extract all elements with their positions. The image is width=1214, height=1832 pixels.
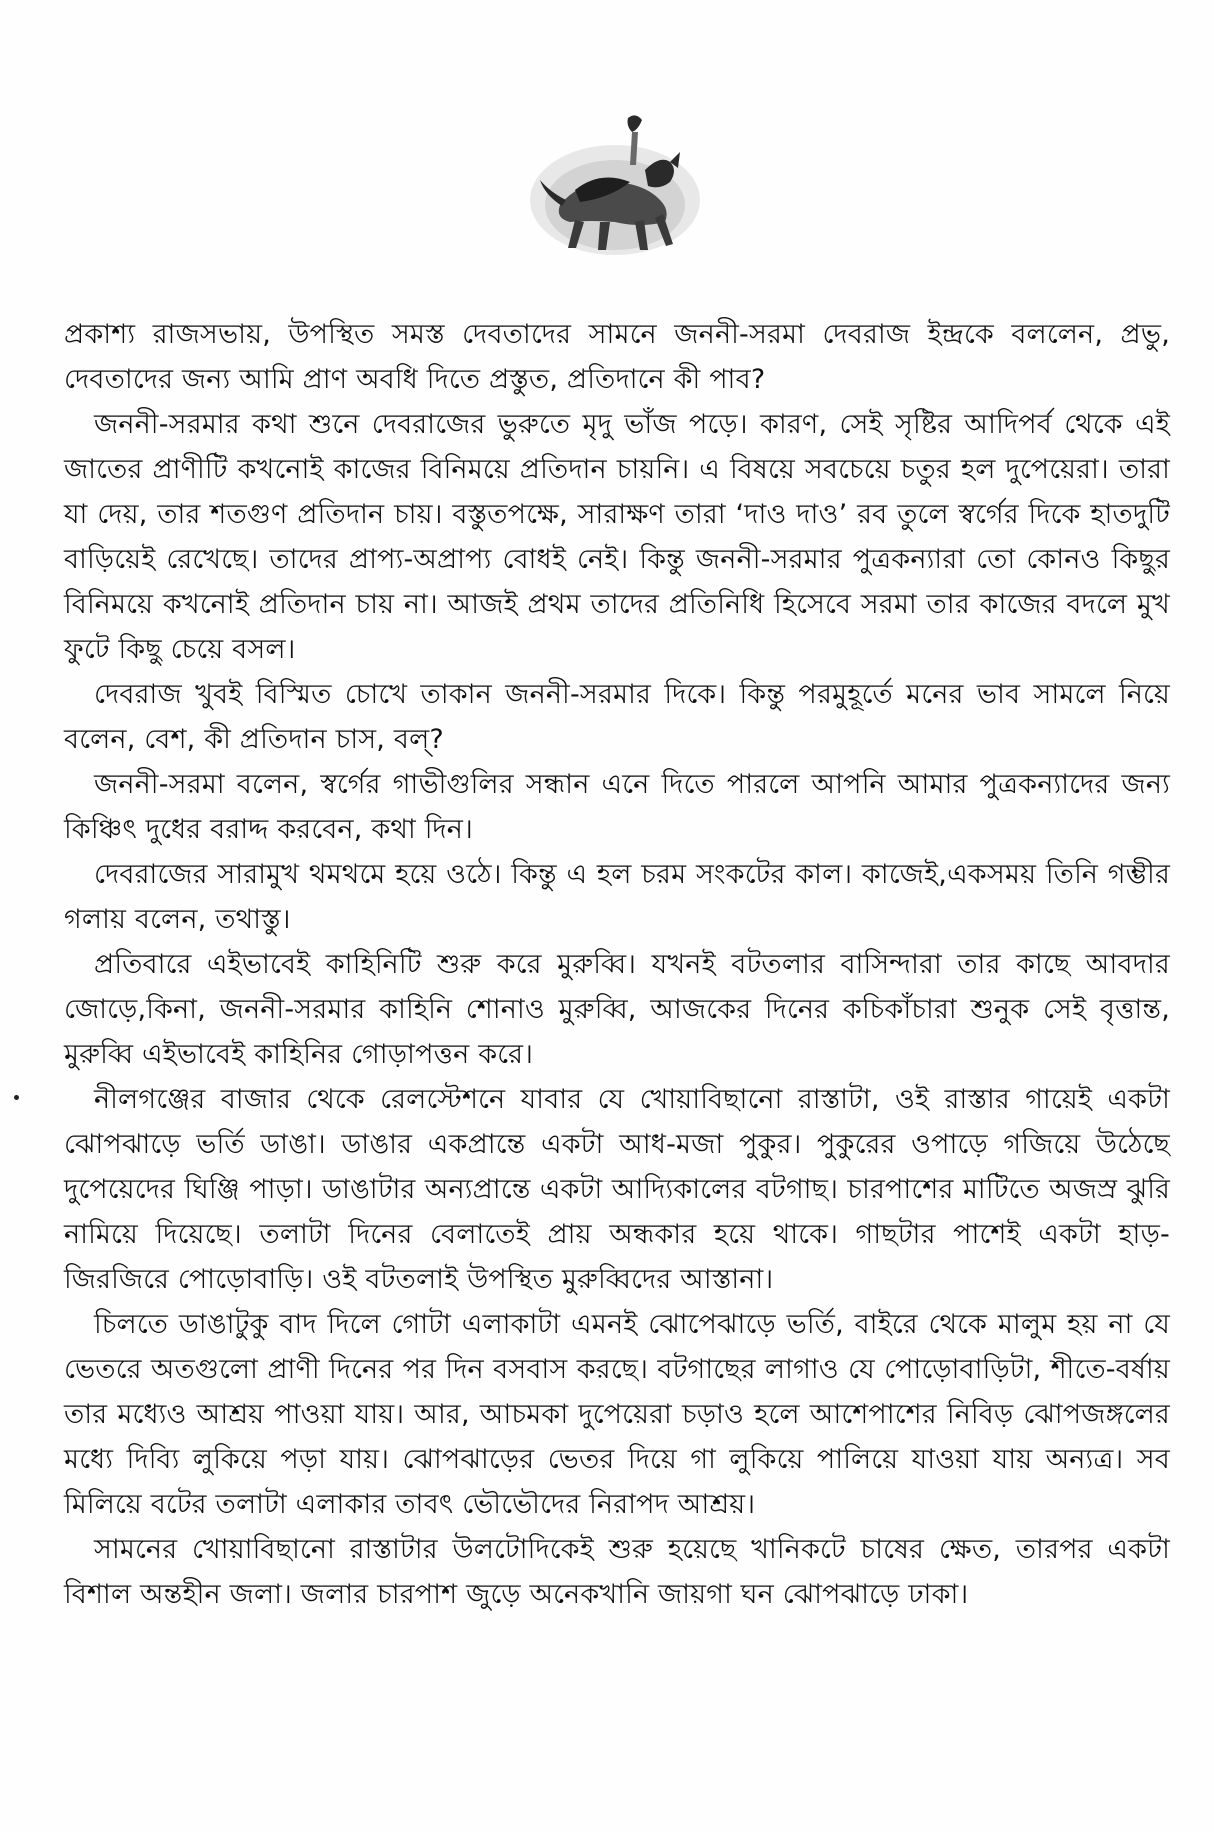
- paragraph: চিলতে ডাঙাটুকু বাদ দিলে গোটা এলাকাটা এমনই ঝোপেঝাড়ে ভর্তি, বাইরে থেকে মালুম হয় না যে ভেতরে অতগুলো প্রাণী দিনের পর দিন বসবাস করছে। বটগাছের লাগাও যে পোড়োবাড়িটা, শীতে-বর্ষায় তার মধ্যেও আশ্রয় পাওয়া যায়। আর, আচমকা দুপেয়েরা চড়াও হলে আশেপাশের নিবিড় ঝোপজঙ্গলের মধ্যে দিব্যি লুকিয়ে পড়া যায়। ঝোপঝাড়ের ভেতর দিয়ে গা লুকিয়ে পালিয়ে যাওয়া যায় অন্যত্র। সব মিলিয়ে বটের তলাটা এলাকার তাবৎ ভৌভৌদের নিরাপদ আশ্রয়।: [64, 1309, 1170, 1520]
- paragraph: জননী-সরমার কথা শুনে দেবরাজের ভুরুতে মৃদু ভাঁজ পড়ে। কারণ, সেই সৃষ্টির আদিপর্ব থেকে এই জাতের প্রাণীটি কখনোই কাজের বিনিময়ে প্রতিদান চায়নি। এ বিষয়ে সবচেয়ে চতুর হল দুপেয়েরা। তারা যা দেয়, তার শতগুণ প্রতিদান চায়। বস্তুতপক্ষে, সারাক্ষণ তারা ‘দাও দাও’ রব তুলে স্বর্গের দিকে হাতদুটি বাড়িয়েই রেখেছে। তাদের প্রাপ্য-অপ্রাপ্য বোধই নেই। কিন্তু জননী-সরমার পুত্রকন্যারা তো কোনও কিছুর বিনিময়ে কখনোই প্রতিদান চায় না। আজই প্রথম তাদের প্রতিনিধি হিসেবে সরমা তার কাজের বদলে মুখ ফুটে কিছু চেয়ে বসল।: [64, 409, 1170, 665]
- paragraph: জননী-সরমা বলেন, স্বর্গের গাভীগুলির সন্ধান এনে দিতে পারলে আপনি আমার পুত্রকন্যাদের জন্য কিঞ্চিৎ দুধের বরাদ্দ করবেন, কথা দিন।: [64, 769, 1170, 845]
- paragraph: দেবরাজ খুবই বিস্মিত চোখে তাকান জননী-সরমার দিকে। কিন্তু পরমুহূর্তে মনের ভাব সামলে নিয়ে বলেন, বেশ, কী প্রতিদান চাস, বল্?: [64, 679, 1170, 755]
- paragraph: প্রতিবারে এইভাবেই কাহিনিটি শুরু করে মুরুব্বি। যখনই বটতলার বাসিন্দারা তার কাছে আবদার জোড়ে,কিনা, জননী-সরমার কাহিনি শোনাও মুরুব্বি, আজকের দিনের কচিকাঁচারা শুনুক সেই বৃত্তান্ত, মুরুব্বি এইভাবেই কাহিনির গোড়াপত্তন করে।: [64, 949, 1170, 1070]
- paragraph: দেবরাজের সারামুখ থমথমে হয়ে ওঠে। কিন্তু এ হল চরম সংকটের কাল। কাজেই,একসময় তিনি গম্ভীর গলায় বলেন, তথাস্তু।: [64, 859, 1170, 935]
- paragraph: প্রকাশ্য রাজসভায়, উপস্থিত সমস্ত দেবতাদের সামনে জননী-সরমা দেবরাজ ইন্দ্রকে বললেন, প্রভু, দেবতাদের জন্য আমি প্রাণ অবধি দিতে প্রস্তুত, প্রতিদানে কী পাব?: [64, 319, 1170, 395]
- margin-dot: [14, 1095, 19, 1100]
- dog-illustration-icon: [520, 110, 710, 265]
- paragraph: সামনের খোয়াবিছানো রাস্তাটার উলটোদিকেই শুরু হয়েছে খানিকটে চাষের ক্ষেত, তারপর একটা বিশাল অন্তহীন জলা। জলার চারপাশ জুড়ে অনেকখানি জায়গা ঘন ঝোপঝাড়ে ঢাকা।: [64, 1534, 1170, 1610]
- paragraph: নীলগঞ্জের বাজার থেকে রেলস্টেশনে যাবার যে খোয়াবিছানো রাস্তাটা, ওই রাস্তার গায়েই একটা ঝোপঝাড়ে ভর্তি ডাঙা। ডাঙার একপ্রান্তে একটা আধ-মজা পুকুর। পুকুরের ওপাড়ে গজিয়ে উঠেছে দুপেয়েদের ঘিঞ্জি পাড়া। ডাঙাটার অন্যপ্রান্তে একটা আদ্যিকালের বটগাছ। চারপাশের মাটিতে অজস্র ঝুরি নামিয়ে দিয়েছে। তলাটা দিনের বেলাতেই প্রায় অন্ধকার হয়ে থাকে। গাছটার পাশেই একটা হাড়-জিরজিরে পোড়োবাড়ি। ওই বটতলাই উপস্থিত মুরুব্বিদের আস্তানা।: [64, 1084, 1170, 1295]
- story-text: [64, 312, 1170, 1617]
